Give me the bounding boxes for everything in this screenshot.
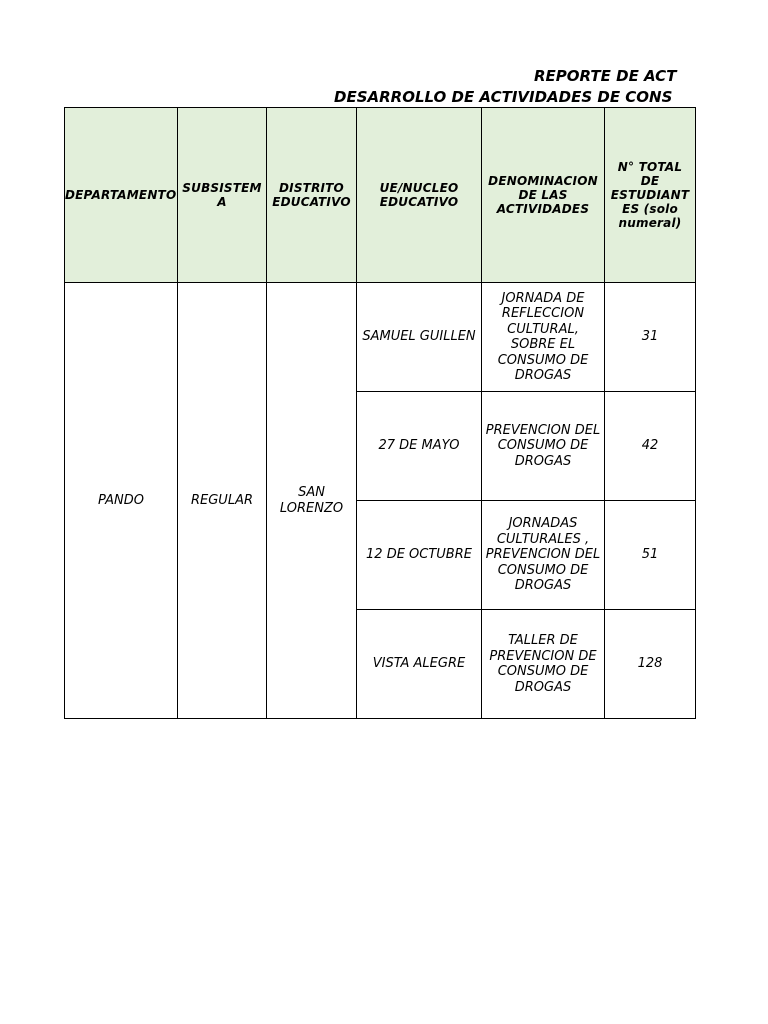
cell-departamento: PANDO	[65, 283, 178, 719]
cell-subsistema: REGULAR	[178, 283, 267, 719]
cell-actividad	[482, 283, 605, 392]
cell-actividad-label: PREVENCION DEL CONSUMO DE DROGAS	[485, 422, 601, 469]
cell-ue: 27 DE MAYO	[357, 392, 482, 501]
cell-actividad	[482, 501, 605, 610]
header-subsistema	[178, 108, 267, 283]
activities-table	[64, 107, 696, 719]
header-denominacion	[482, 108, 605, 283]
header-ue-nucleo	[357, 108, 482, 283]
cell-actividad	[482, 392, 605, 501]
cell-total: 128	[605, 610, 696, 719]
header-total-estudiantes-label: N° TOTAL DE ESTUDIANT ES (solo numeral)	[610, 160, 690, 230]
header-departamento	[65, 108, 178, 283]
cell-actividad-label: JORNADAS CULTURALES , PREVENCION DEL CONSUMO DE DROGAS	[485, 516, 601, 594]
header-departamento-label: DEPARTAMENTO	[65, 188, 177, 202]
header-total-estudiantes	[605, 108, 696, 283]
cell-actividad-label: TALLER DE PREVENCION DE CONSUMO DE DROGAS	[489, 633, 597, 695]
header-distrito	[267, 108, 357, 283]
cell-actividad	[482, 610, 605, 719]
cell-ue: VISTA ALEGRE	[357, 610, 482, 719]
cell-total: 42	[605, 392, 696, 501]
cell-ue: SAMUEL GUILLEN	[357, 283, 482, 392]
cell-actividad-label: JORNADA DE REFLECCION CULTURAL, SOBRE EL CONSUMO DE DROGAS	[497, 290, 589, 383]
cell-total: 51	[605, 501, 696, 610]
report-title: REPORTE DE ACT	[534, 67, 677, 85]
report-subtitle: DESARROLLO DE ACTIVIDADES DE CONS	[334, 88, 673, 106]
header-denominacion-label: DENOMINACION DE LAS ACTIVIDADES	[488, 174, 598, 216]
cell-distrito-label: SAN LORENZO	[279, 485, 344, 516]
table-row	[65, 283, 696, 392]
cell-total: 31	[605, 283, 696, 392]
cell-distrito	[267, 283, 357, 719]
header-distrito-label: DISTRITO EDUCATIVO	[272, 181, 351, 209]
header-subsistema-label: SUBSISTEM A	[182, 181, 262, 209]
cell-ue: 12 DE OCTUBRE	[357, 501, 482, 610]
header-ue-nucleo-label: UE/NUCLEO EDUCATIVO	[379, 181, 459, 209]
table-header-row	[65, 108, 696, 283]
